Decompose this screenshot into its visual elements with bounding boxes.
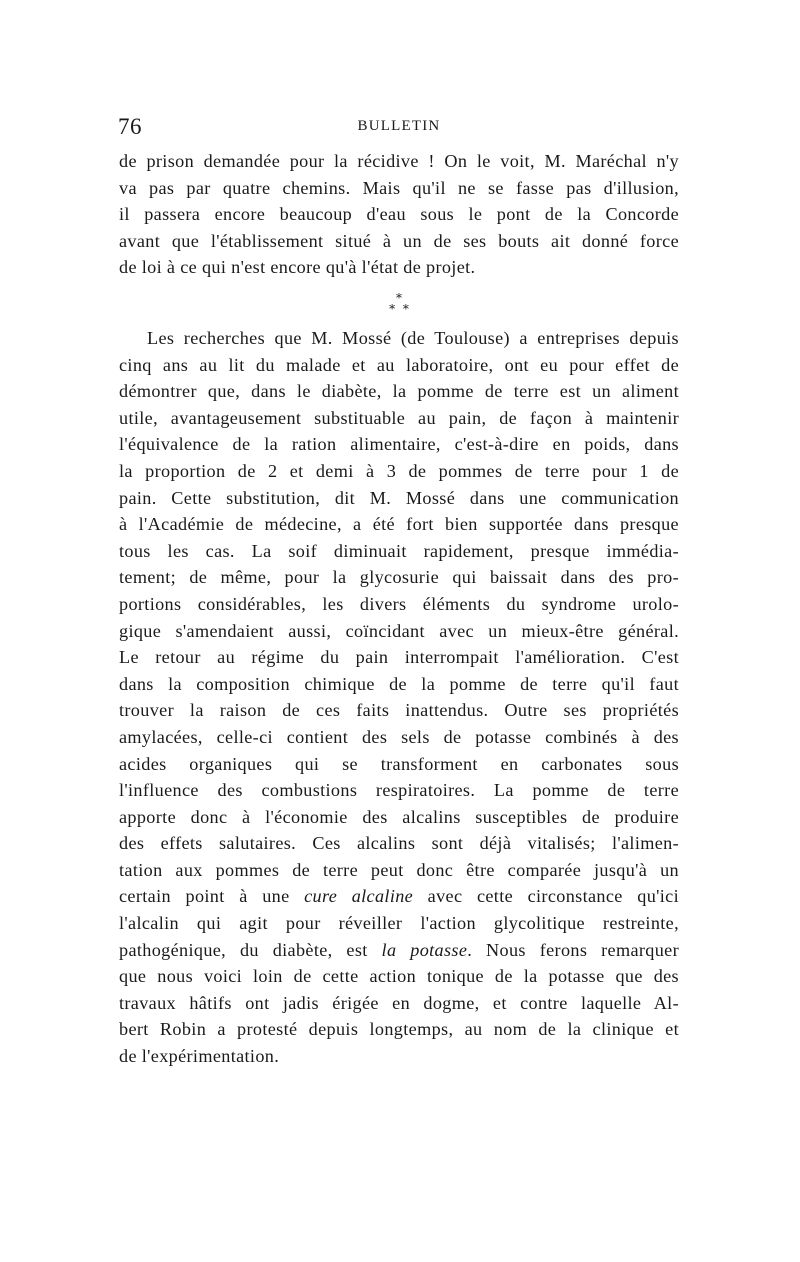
text-line: utile, avantageusement substituable au pain, de façon à maintenir: [119, 407, 679, 428]
paragraph-2: [119, 325, 679, 1070]
text-line: Les recherches que M. Mossé (de Toulouse) a entreprises depuis: [147, 328, 679, 348]
text-line: de l'expérimentation.: [119, 1046, 280, 1067]
page-number: 76: [118, 114, 142, 139]
paragraph-1: [119, 148, 679, 281]
text-line: la proportion de 2 et demi à 3 de pommes de terre pour 1 de: [119, 460, 679, 481]
text-line: portions considérables, les divers éléments du syndrome urolo-: [119, 593, 679, 614]
asterism-bottom: * *: [389, 302, 411, 316]
text-line: avant que l'établissement situé à un de ses bouts ait donné force: [119, 230, 679, 251]
text-line: des effets salutaires. Ces alcalins sont déjà vitalisés; l'alimen-: [119, 833, 679, 854]
text-line: de loi à ce qui n'est encore qu'à l'état de projet.: [119, 257, 476, 278]
text-line: tement; de même, pour la glycosurie qui baissait dans des pro-: [119, 567, 679, 588]
text-line: gique s'amendaient aussi, coïncidant avec un mieux-être général.: [119, 620, 679, 641]
asterism-top: *: [396, 291, 404, 305]
text-line: l'alcalin qui agit pour réveiller l'action glycolitique restreinte,: [119, 913, 679, 934]
text-line: de prison demandée pour la récidive ! On le voit, M. Maréchal n'y: [119, 151, 679, 171]
text-line: apporte donc à l'économie des alcalins susceptibles de produire: [119, 806, 679, 827]
text-line: travaux hâtifs ont jadis érigée en dogme, et contre laquelle Al-: [119, 992, 679, 1013]
text-line: trouver la raison de ces faits inattendus. Outre ses propriétés: [119, 700, 679, 721]
running-title: BULLETIN: [357, 118, 441, 134]
text-line: cinq ans au lit du malade et au laboratoire, ont eu pour effet de: [119, 354, 679, 375]
text-line-with-italic: [119, 937, 679, 964]
text-line: l'équivalence de la ration alimentaire, c'est-à-dire en poids, dans: [119, 434, 679, 455]
text-line: il passera encore beaucoup d'eau sous le pont de la Concorde: [119, 204, 679, 225]
italic-phrase: cure alcaline: [304, 886, 414, 907]
text-line: dans la composition chimique de la pomme de terre qu'il faut: [119, 673, 679, 694]
text-line: tous les cas. La soif diminuait rapidement, presque immédia-: [119, 540, 679, 561]
text-line: pain. Cette substitution, dit M. Mossé dans une communication: [119, 487, 679, 508]
text-line: à l'Académie de médecine, a été fort bien supportée dans presque: [119, 514, 679, 535]
text-line: Le retour au régime du pain interrompait l'amélioration. C'est: [119, 647, 679, 668]
text-line: amylacées, celle-ci contient des sels de potasse combinés à des: [119, 726, 679, 747]
italic-phrase: la potasse: [381, 939, 468, 960]
text-line: démontrer que, dans le diabète, la pomme de terre est un aliment: [119, 381, 679, 402]
text-line: va pas par quatre chemins. Mais qu'il ne se fasse pas d'illusion,: [119, 177, 679, 198]
text-segment: pathogénique, du diabète, est: [119, 939, 382, 960]
text-line: que nous voici loin de cette action tonique de la potasse que des: [119, 966, 679, 987]
text-segment: certain point à une: [119, 886, 305, 907]
text-line: tation aux pommes de terre peut donc être comparée jusqu'à un: [119, 859, 679, 880]
text-line: acides organiques qui se transforment en carbonates sous: [119, 753, 679, 774]
section-separator-asterism: [0, 293, 800, 315]
text-line: l'influence des combustions respiratoires. La pomme de terre: [119, 780, 679, 801]
text-line-with-italic: [119, 883, 679, 910]
text-line: bert Robin a protesté depuis longtemps, au nom de la clinique et: [119, 1019, 679, 1040]
page-header: [118, 114, 680, 148]
text-segment: avec cette circonstance qu'ici: [413, 886, 679, 907]
text-segment: . Nous ferons remarquer: [467, 939, 679, 960]
